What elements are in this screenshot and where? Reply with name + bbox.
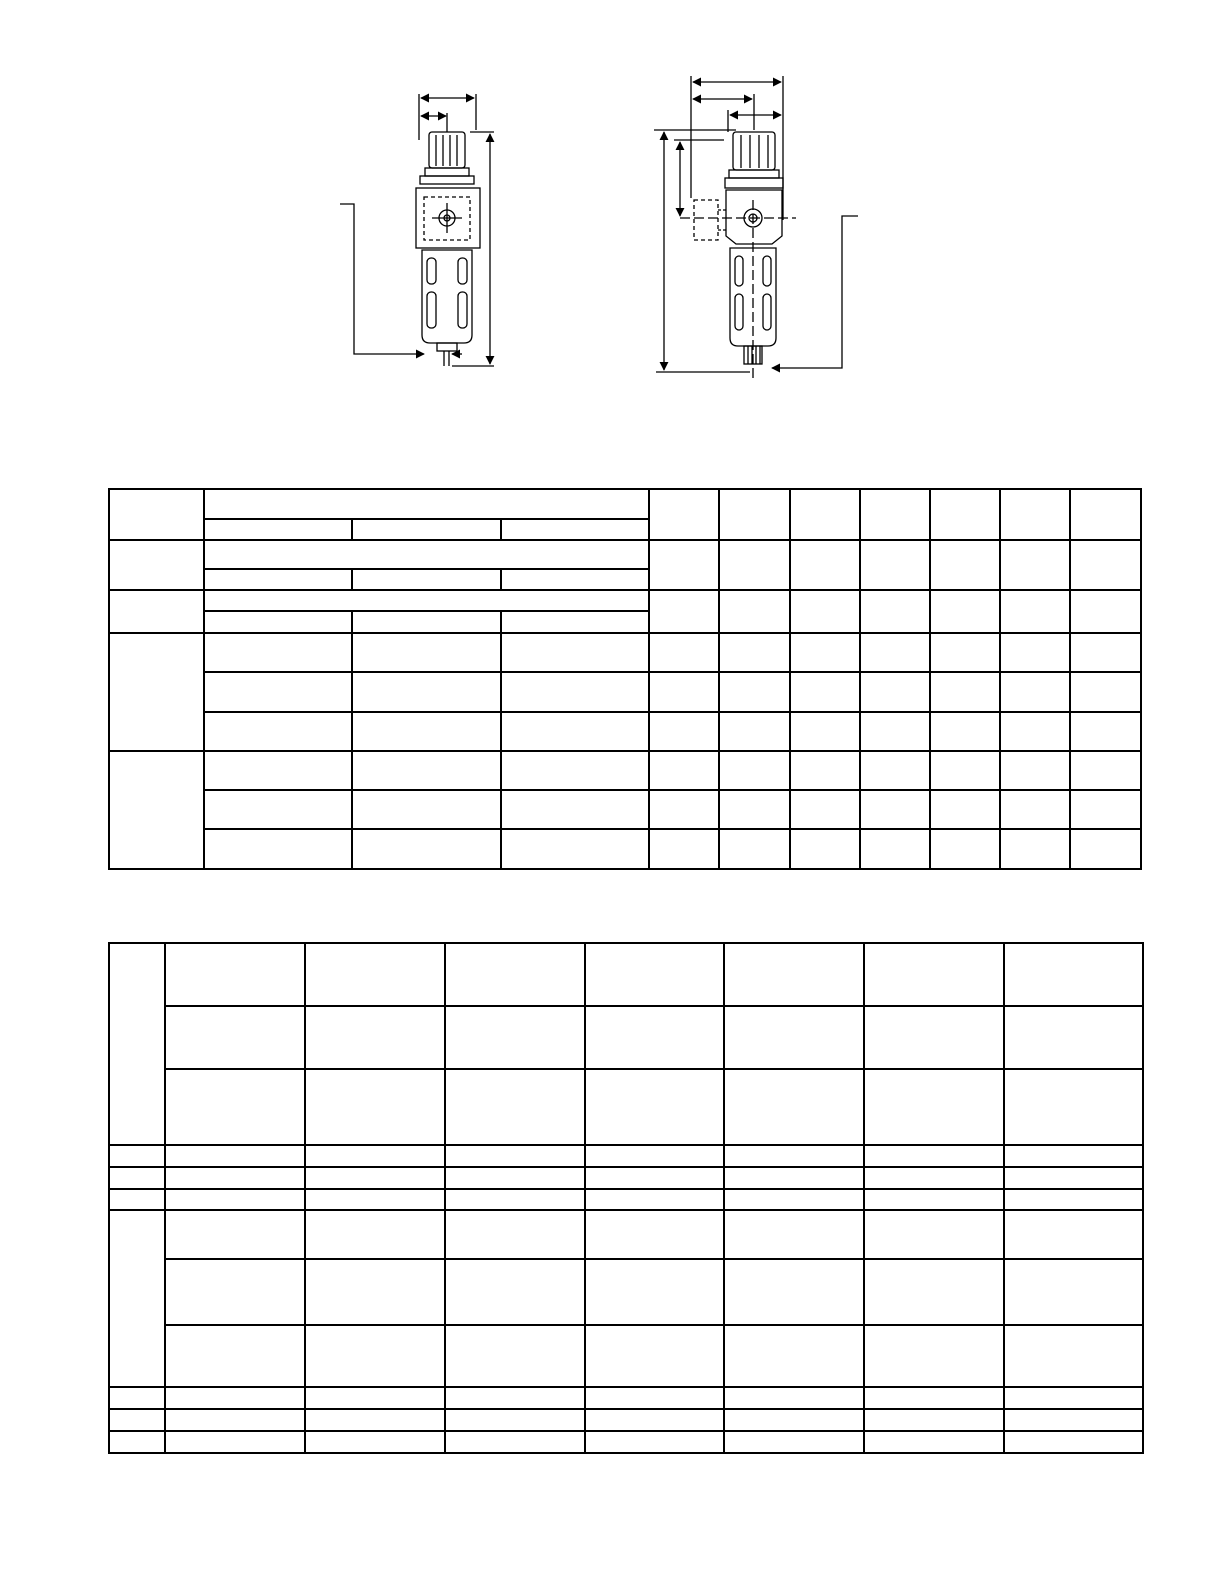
table-cell <box>930 712 1000 751</box>
table-cell <box>790 489 860 540</box>
table-cell <box>501 829 649 869</box>
table-cell <box>352 633 500 672</box>
table-cell <box>649 540 719 590</box>
table-cell <box>1000 489 1070 540</box>
table-cell <box>864 1259 1004 1325</box>
table-cell <box>1004 1189 1143 1210</box>
table-cell <box>109 1387 165 1409</box>
table-cell <box>445 1387 585 1409</box>
table-cell <box>585 1210 724 1259</box>
table-cell <box>864 1145 1004 1167</box>
table-cell <box>930 672 1000 711</box>
table-cell <box>445 1006 585 1069</box>
table-cell <box>860 633 929 672</box>
table-cell <box>790 712 860 751</box>
dimensions-table <box>108 942 1144 1454</box>
table-cell <box>165 1006 305 1069</box>
table-cell <box>930 790 1000 829</box>
table-cell <box>719 829 789 869</box>
table-cell <box>1004 1259 1143 1325</box>
table-cell <box>204 672 352 711</box>
table-cell <box>109 943 165 1145</box>
table-cell <box>1000 790 1070 829</box>
table-cell <box>501 633 649 672</box>
table-cell <box>305 1259 445 1325</box>
table-cell <box>585 943 724 1006</box>
table-cell <box>864 1189 1004 1210</box>
table-cell <box>860 489 929 540</box>
table-cell <box>1070 829 1141 869</box>
table-cell <box>109 1210 165 1387</box>
table-cell <box>165 1325 305 1387</box>
table-cell <box>1000 751 1070 790</box>
table-cell <box>930 751 1000 790</box>
table-cell <box>860 712 929 751</box>
table-cell <box>1070 672 1141 711</box>
table-cell <box>649 712 719 751</box>
table-cell <box>724 1325 864 1387</box>
table-cell <box>109 1189 165 1210</box>
table-cell <box>445 1325 585 1387</box>
table-cell <box>724 1431 864 1453</box>
table-cell <box>109 1431 165 1453</box>
table-cell <box>445 1431 585 1453</box>
table-cell <box>352 751 500 790</box>
table-cell <box>1070 633 1141 672</box>
table-cell <box>501 712 649 751</box>
table-cell <box>204 751 352 790</box>
table-cell <box>719 489 789 540</box>
table-cell <box>649 590 719 633</box>
table-cell <box>585 1409 724 1431</box>
table-cell <box>1000 672 1070 711</box>
table-cell <box>860 590 929 633</box>
table-cell <box>1070 712 1141 751</box>
table-cell <box>204 611 352 633</box>
table-cell <box>109 590 204 633</box>
table-cell <box>1000 540 1070 590</box>
table-cell <box>724 1145 864 1167</box>
table-cell <box>1004 943 1143 1006</box>
table-cell <box>501 611 649 633</box>
table-cell <box>649 489 719 540</box>
table-cell <box>930 829 1000 869</box>
table-cell <box>501 751 649 790</box>
table-cell <box>305 1387 445 1409</box>
table-cell <box>305 1325 445 1387</box>
table-cell <box>1004 1409 1143 1431</box>
table-cell <box>1000 633 1070 672</box>
table-cell <box>724 1006 864 1069</box>
table-cell <box>305 1167 445 1189</box>
table-cell <box>864 943 1004 1006</box>
table-cell <box>445 943 585 1006</box>
table-cell <box>204 569 352 590</box>
table-cell <box>649 751 719 790</box>
table-cell <box>585 1069 724 1145</box>
table-cell <box>1070 590 1141 633</box>
table-cell <box>1070 790 1141 829</box>
table-cell <box>860 829 929 869</box>
table-cell <box>790 751 860 790</box>
table-cell <box>305 1189 445 1210</box>
table-cell <box>109 633 204 750</box>
table-cell <box>864 1210 1004 1259</box>
table-cell <box>501 569 649 590</box>
table-cell <box>1004 1069 1143 1145</box>
table-cell <box>719 712 789 751</box>
table-cell <box>501 519 649 540</box>
table-cell <box>585 1189 724 1210</box>
table-cell <box>864 1167 1004 1189</box>
table-cell <box>790 590 860 633</box>
table-cell <box>1004 1145 1143 1167</box>
table-cell <box>719 672 789 711</box>
table-cell <box>109 1145 165 1167</box>
table-cell <box>305 943 445 1006</box>
table-cell <box>204 829 352 869</box>
table-cell <box>165 1189 305 1210</box>
specifications-table <box>108 488 1142 870</box>
table-cell <box>1070 751 1141 790</box>
table-cell <box>724 1167 864 1189</box>
table-cell <box>204 633 352 672</box>
table-cell <box>790 540 860 590</box>
table-cell <box>204 519 352 540</box>
table-cell <box>165 1387 305 1409</box>
table-cell <box>352 569 500 590</box>
table-cell <box>352 519 500 540</box>
table-cell <box>305 1069 445 1145</box>
side-view-drawing <box>654 76 858 380</box>
table-cell <box>352 790 500 829</box>
table-cell <box>109 540 204 590</box>
table-cell <box>109 751 204 869</box>
front-view-drawing <box>340 94 494 366</box>
table-cell <box>1004 1431 1143 1453</box>
table-cell <box>1000 829 1070 869</box>
table-cell <box>1004 1006 1143 1069</box>
table-cell <box>165 1431 305 1453</box>
table-cell <box>585 1006 724 1069</box>
table-cell <box>790 672 860 711</box>
table-cell <box>864 1006 1004 1069</box>
table-cell <box>445 1259 585 1325</box>
table-cell <box>1004 1387 1143 1409</box>
table-cell <box>204 712 352 751</box>
table-cell <box>724 1189 864 1210</box>
table-cell <box>165 1145 305 1167</box>
table-cell <box>352 672 500 711</box>
table-cell <box>352 611 500 633</box>
table-cell <box>1070 540 1141 590</box>
table-cell <box>649 672 719 711</box>
table-cell <box>724 943 864 1006</box>
table-cell <box>445 1409 585 1431</box>
table-cell <box>719 751 789 790</box>
table-cell <box>790 829 860 869</box>
table-cell <box>930 540 1000 590</box>
table-cell <box>864 1069 1004 1145</box>
table-cell <box>1000 712 1070 751</box>
table-cell <box>724 1069 864 1145</box>
table-cell <box>305 1006 445 1069</box>
table-cell <box>860 672 929 711</box>
table-cell <box>790 790 860 829</box>
table-cell <box>445 1069 585 1145</box>
table-cell <box>864 1409 1004 1431</box>
table-cell <box>1004 1167 1143 1189</box>
table-cell <box>305 1210 445 1259</box>
table-cell <box>165 1409 305 1431</box>
table-cell <box>501 672 649 711</box>
table-cell <box>585 1325 724 1387</box>
table-cell <box>1070 489 1141 540</box>
table-cell <box>165 1069 305 1145</box>
table-cell <box>585 1167 724 1189</box>
table-cell <box>724 1409 864 1431</box>
table-cell <box>649 829 719 869</box>
table-cell <box>719 590 789 633</box>
table-cell <box>204 790 352 829</box>
table-cell <box>860 790 929 829</box>
table-cell <box>305 1145 445 1167</box>
table-cell <box>585 1145 724 1167</box>
table-cell <box>445 1210 585 1259</box>
table-cell <box>860 540 929 590</box>
table-cell <box>585 1431 724 1453</box>
table-cell <box>204 489 649 519</box>
table-cell <box>585 1259 724 1325</box>
table-cell <box>445 1189 585 1210</box>
table-cell <box>204 540 649 569</box>
table-cell <box>930 590 1000 633</box>
table-cell <box>724 1259 864 1325</box>
table-cell <box>165 1210 305 1259</box>
table-cell <box>352 712 500 751</box>
table-cell <box>864 1325 1004 1387</box>
table-cell <box>864 1431 1004 1453</box>
table-cell <box>864 1387 1004 1409</box>
table-cell <box>719 540 789 590</box>
table-cell <box>204 590 649 611</box>
table-cell <box>165 1167 305 1189</box>
table-cell <box>1004 1325 1143 1387</box>
table-cell <box>860 751 929 790</box>
table-cell <box>930 633 1000 672</box>
table-cell <box>724 1387 864 1409</box>
table-cell <box>1004 1210 1143 1259</box>
table-cell <box>165 943 305 1006</box>
table-cell <box>305 1409 445 1431</box>
table-cell <box>165 1259 305 1325</box>
table-cell <box>501 790 649 829</box>
table-cell <box>109 489 204 540</box>
table-cell <box>109 1167 165 1189</box>
table-cell <box>724 1210 864 1259</box>
table-cell <box>1000 590 1070 633</box>
table-cell <box>649 633 719 672</box>
table-cell <box>649 790 719 829</box>
table-cell <box>790 633 860 672</box>
technical-drawings <box>0 0 1224 440</box>
table-cell <box>719 790 789 829</box>
table-cell <box>352 829 500 869</box>
table-cell <box>585 1387 724 1409</box>
table-cell <box>445 1167 585 1189</box>
table-cell <box>930 489 1000 540</box>
table-cell <box>305 1431 445 1453</box>
table-cell <box>719 633 789 672</box>
table-cell <box>109 1409 165 1431</box>
table-cell <box>445 1145 585 1167</box>
